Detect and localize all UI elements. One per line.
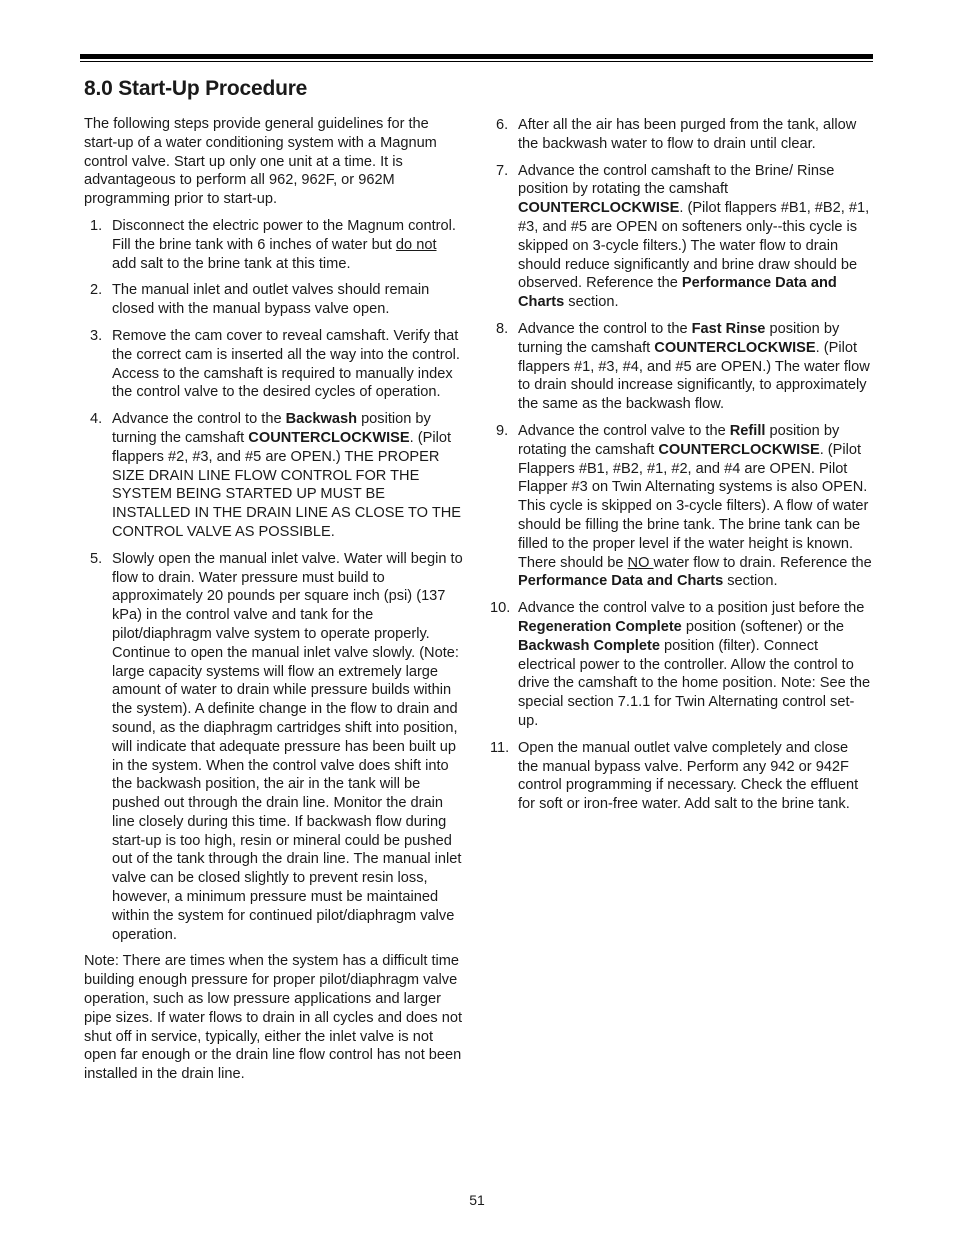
step-text bbox=[518, 740, 858, 812]
text-run: Remove the cam cover to reveal camshaft. Verify that the correct cam is inserted all the way into the control. Access to the camshaft is required to manually index the control valve to the desired cycles of operation. bbox=[112, 327, 460, 401]
emphasis-text: Backwash Complete bbox=[518, 637, 660, 654]
text-run: . (Pilot flappers #B1, #B2, #1, #3, and #5 are OPEN on softeners only--this cycle is skipped on 3-cycle filters.) The water flow to drain should reduce significantly and brine draw should be observed. Reference the bbox=[518, 200, 870, 292]
text-run: After all the air has been purged from the tank, allow the backwash water to flow to drain until clear. bbox=[518, 117, 857, 152]
text-run: Advance the control valve to the bbox=[518, 422, 730, 439]
text-run: . (Pilot flappers #2, #3, and #5 are OPEN.) THE PROPER SIZE DRAIN LINE FLOW CONTROL FOR THE SYSTEM BEING STARTED UP MUST BE INSTALLED IN THE DRAIN LINE AS CLOSE TO THE CONTROL VALVE AS POSSIBLE. bbox=[112, 429, 462, 540]
text-run: Advance the control to the bbox=[112, 411, 286, 428]
emphasis-text: Performance Data and Charts bbox=[518, 573, 724, 590]
step-text bbox=[518, 423, 872, 589]
emphasis-text: Backwash bbox=[285, 411, 358, 428]
steps-list-right bbox=[490, 116, 872, 814]
page-number: 51 bbox=[469, 1192, 485, 1208]
text-run: add salt to the brine tank at this time. bbox=[112, 255, 351, 272]
step-text bbox=[518, 163, 869, 311]
emphasis-text: COUNTERCLOCKWISE bbox=[654, 339, 816, 356]
step-item bbox=[84, 217, 464, 273]
step-item bbox=[490, 599, 872, 731]
section-title: 8.0 Start-Up Procedure bbox=[84, 77, 308, 100]
step-number: 5. bbox=[90, 550, 103, 567]
step-number: 8. bbox=[496, 320, 509, 337]
note-paragraph: Note: There are times when the system has a difficult time building enough pressure for proper pilot/diaphragm valve operation, such as low pressure applications and larger pipe sizes. If water flows to drain in all cycles and does not shut off in service, typically, either the inlet valve is not open far enough or the drain line flow control has not been installed in the drain line. bbox=[84, 953, 463, 1083]
emphasis-text: COUNTERCLOCKWISE bbox=[658, 441, 820, 458]
emphasis-text: Fast Rinse bbox=[691, 320, 766, 337]
right-column bbox=[490, 116, 872, 822]
step-number: 4. bbox=[90, 411, 103, 428]
text-run: section. bbox=[564, 294, 619, 311]
text-run: . (Pilot Flappers #B1, #B2, #1, #2, and #4 are OPEN. Pilot Flapper #3 on Twin Alternating systems is also OPEN. This cycle is skipped on 3-cycle filters). A flow of water should be filling the brine tank. The brine tank can be filled to the proper level if the water height is known. There should be bbox=[518, 441, 869, 571]
step-text bbox=[112, 282, 429, 317]
step-item bbox=[490, 739, 872, 814]
step-text bbox=[518, 321, 870, 412]
step-text bbox=[518, 117, 856, 152]
emphasis-text: COUNTERCLOCKWISE bbox=[518, 200, 680, 217]
text-run: . (Pilot flappers #1, #3, #4, and #5 are OPEN.) The water flow to drain should increase significantly, to approximately the same as the backwash flow. bbox=[518, 339, 870, 413]
step-number: 7. bbox=[496, 162, 509, 179]
step-item bbox=[84, 281, 464, 319]
step-item bbox=[84, 327, 464, 402]
text-run: Advance the control to the bbox=[518, 320, 692, 337]
step-text bbox=[518, 600, 870, 729]
text-run: Advance the control valve to a position just before the bbox=[518, 600, 865, 617]
emphasis-text: Regeneration Complete bbox=[518, 618, 682, 635]
step-item bbox=[490, 162, 872, 312]
text-run: Advance the control camshaft to the Brine/ Rinse position by rotating the camshaft bbox=[518, 162, 835, 198]
step-number: 1. bbox=[90, 217, 103, 234]
step-item bbox=[490, 320, 872, 414]
emphasis-text: Performance Data and Charts bbox=[518, 275, 837, 311]
step-text bbox=[112, 218, 456, 272]
text-run: position by rotating the camshaft bbox=[518, 422, 840, 458]
steps-list-left bbox=[84, 217, 464, 944]
text-run: position by turning the camshaft bbox=[112, 411, 431, 446]
step-number: 6. bbox=[496, 117, 509, 133]
text-run: Slowly open the manual inlet valve. Water will begin to flow to drain. Water pressure must build to approximately 20 pounds per square inch (psi) (137 kPa) in the control valve and tank for the pilot/diaphragm valve system to operate properly. Continue to open the manual inlet valve slowly. (Note: large capacity systems will flow an extremely large amount of water to drain while pressure builds within the system). A definite change in the flow to drain and sound, as the diaphragm cartridges shift into position, will indicate that adequate pressure has been built up in the system. When the control valve does shift into the backwash position, the air in the tank will be pushed out through the drain line. Monitor the drain line closely during this time. If backwash flow during start-up is too high, resin or mineral could be pushed out of the tank through the drain line. The manual inlet valve can be closed slightly to prevent resin loss, however, a minimum pressure must be maintained within the system for continued pilot/diaphragm valve operation. bbox=[112, 550, 463, 943]
text-run: Disconnect the electric power to the Magnum control. Fill the brine tank with 6 inches of water but bbox=[112, 217, 456, 253]
step-number: 2. bbox=[90, 282, 103, 299]
text-run: water flow to drain. Reference the bbox=[653, 554, 872, 571]
text-run: position (softener) or the bbox=[681, 618, 845, 635]
underlined-text: NO bbox=[627, 554, 654, 571]
step-number: 9. bbox=[496, 422, 509, 439]
emphasis-text: COUNTERCLOCKWISE bbox=[248, 429, 410, 446]
text-run: position (filter). Connect electrical power to the controller. Allow the control to drive the camshaft to the home position. Note: See the special section 7.1.1 for Twin Alternating control set-up. bbox=[518, 637, 871, 729]
intro-paragraph: The following steps provide general guidelines for the start-up of a water conditioning system with a Magnum control valve. Start up only one unit at a time. It is advantageous to perform all 962, 962F, or 962M programming prior to start-up. bbox=[84, 116, 437, 208]
text-run: The manual inlet and outlet valves should remain closed with the manual bypass valve open. bbox=[112, 282, 430, 318]
text-run: position by turning the camshaft bbox=[518, 320, 840, 356]
text-run: section. bbox=[723, 573, 778, 590]
step-item bbox=[490, 116, 872, 154]
step-number: 10. bbox=[490, 600, 511, 617]
underlined-text: do not bbox=[395, 236, 437, 253]
step-text bbox=[112, 551, 463, 943]
text-run: Open the manual outlet valve completely and close the manual bypass valve. Perform any 942 or 942F control programming if necessary. Check the effluent for soft or iron-free water. Add salt to the brine tank. bbox=[518, 739, 859, 813]
header-rule-thin bbox=[80, 61, 873, 62]
step-item bbox=[490, 422, 872, 591]
emphasis-text: Refill bbox=[729, 422, 766, 439]
step-item bbox=[84, 550, 464, 945]
step-text bbox=[112, 411, 461, 540]
step-item bbox=[84, 410, 464, 542]
step-number: 3. bbox=[90, 327, 103, 344]
header-rule-thick bbox=[80, 54, 873, 59]
step-number: 11. bbox=[490, 739, 510, 756]
left-column bbox=[84, 115, 464, 1092]
step-text bbox=[112, 328, 460, 400]
